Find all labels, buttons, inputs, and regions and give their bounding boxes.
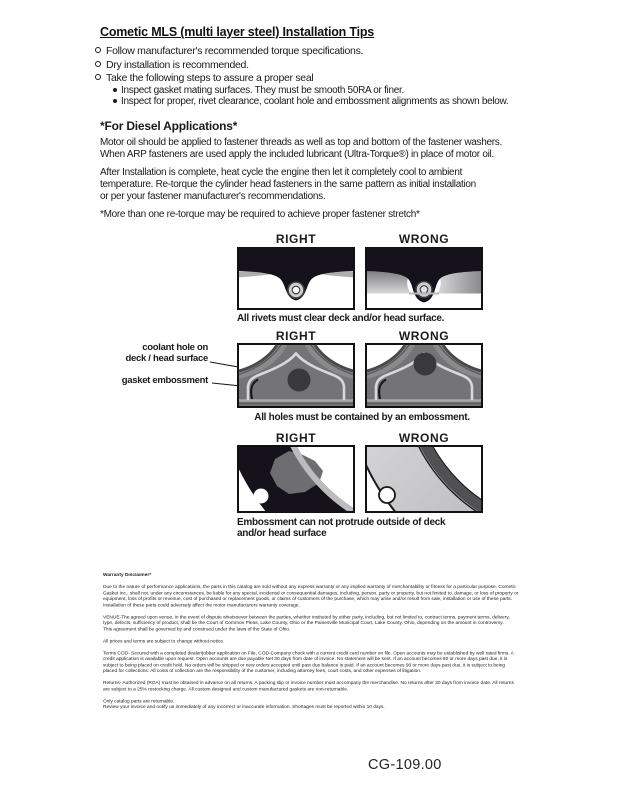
bullet-text: Dry installation is recommended. xyxy=(106,58,249,71)
right-label: RIGHT xyxy=(275,431,317,445)
bullet-item xyxy=(95,59,249,71)
warranty-disclaimer-block xyxy=(103,573,618,753)
annotation-gasket-embossment xyxy=(104,376,208,387)
sub-bullet-text: Inspect for proper, rivet clearance, coolant hole and embossment alignments as shown below. xyxy=(121,95,509,107)
embossment-caption: All holes must be contained by an embossment. xyxy=(254,412,470,423)
annotation-line: coolant hole on xyxy=(142,342,208,353)
bullet-item xyxy=(95,45,363,57)
rivet-right-panel-graphic xyxy=(237,247,355,310)
venue-governing-law: This agreement shall be governed by and construed under the laws of the State of Ohio. xyxy=(103,627,291,632)
embossment-right-panel-graphic xyxy=(237,343,355,408)
review-invoice-note: Review your invoice and notify us immediately of any incorrect or inaccurate information. Shortages must be reported within 10 days. xyxy=(103,705,385,710)
wrong-label: WRONG xyxy=(398,329,450,343)
sub-bullet-item xyxy=(113,85,404,96)
retorque-note: *More than one re-torque may be required to achieve proper fastener stretch* xyxy=(100,209,420,220)
paragraph-line: After Installation is complete, heat cycle the engine then let it completely cool to ambient xyxy=(100,167,463,178)
filled-bullet-icon xyxy=(113,88,117,92)
open-bullet-icon xyxy=(95,74,101,80)
rivet-wrong-panel-graphic xyxy=(365,247,483,310)
protrude-right-panel-graphic xyxy=(237,445,355,513)
sub-bullet-text: Inspect gasket mating surfaces. They must be smooth 50RA or finer. xyxy=(121,84,404,96)
paragraph-line: or per your fastener manufacturer's recommendations. xyxy=(100,191,326,202)
right-label: RIGHT xyxy=(275,232,317,246)
paragraph-line: When ARP fasteners are used apply the included lubricant (Ultra-Torque®) in place of motor oil. xyxy=(100,149,494,160)
terms-paragraph: Terms COD- Secured with a completed dealer/jobber application on File, COD-Company check with a current credit card number on file. Open accounts may be established by well rated firms. A credit application is available upon request. Open accounts are due payable Net 30 days from date of invoice. No statement will be sent. If an account becomes 60 or more days past due, it is subject to being placed on credit hold. No orders will be shipped or new orders accepted until past due balance is paid. If an account becomes 90 or more days past due, it is subject to being placed for collections. All costs of collection are the responsibility of the customer, including attorney fees, court costs, and other expenses of litigation. xyxy=(103,651,514,674)
filled-bullet-icon xyxy=(113,99,117,103)
protrude-wrong-panel-graphic xyxy=(365,445,483,513)
venue-paragraph: VENUE-The agreed upon venue, in the event of dispute whatsoever between the parties, whether instituted by either party, including, but not limited to, contract terms, payment terms, delivery, type, defects, sufficiency of product, shall be the Court of Common Pleas, Lake County, Ohio or the Painesville Municipal Court, Lake County, Ohio, depending on the amount in controversy. xyxy=(103,615,510,626)
diesel-section-heading: *For Diesel Applications* xyxy=(100,119,238,133)
bullet-item xyxy=(95,72,313,84)
rivet-caption: All rivets must clear deck and/or head surface. xyxy=(237,313,445,324)
paragraph-line: temperature. Re-torque the cylinder head fasteners in the same pattern as initial installation xyxy=(100,179,476,190)
embossment-wrong-panel-graphic xyxy=(365,343,483,408)
bullet-text: Follow manufacturer's recommended torque specifications. xyxy=(106,45,364,57)
returns-paragraph: Returns- Authorized (RGA) must be obtained in advance on all returns. A packing slip or invoice number must accompany the merchandise. No returns after 30 days from invoice date. All returns are subject to a 25% restocking charge. All custom designed and custom manufactured gaskets are non-returnable. xyxy=(103,681,514,692)
bullet-text: Take the following steps to assure a proper seal xyxy=(106,72,314,84)
prices-notice: All prices and terms are subject to change without notice. xyxy=(103,639,225,644)
page-title: Cometic MLS (multi layer steel) Installation Tips xyxy=(100,25,375,39)
protrude-caption-line1: Embossment can not protrude outside of deck xyxy=(237,517,446,528)
open-bullet-icon xyxy=(95,47,101,53)
annotation-line: gasket embossment xyxy=(121,375,208,386)
sub-bullet-item xyxy=(113,96,508,107)
paragraph-line: Motor oil should be applied to fastener threads as well as top and bottom of the fastener washers. xyxy=(100,137,502,148)
annotation-line: deck / head surface xyxy=(125,352,208,364)
annotation-coolant-hole xyxy=(104,343,208,364)
open-bullet-icon xyxy=(95,61,101,67)
returnable-note: Only catalog parts are returnable. xyxy=(103,699,175,704)
protrude-caption-line2: and/or head surface xyxy=(237,528,327,539)
right-label: RIGHT xyxy=(275,329,317,343)
wrong-label: WRONG xyxy=(398,431,450,445)
warranty-heading: Warranty Disclaimer* xyxy=(103,573,152,578)
warranty-paragraph: Due to the nature of performance applications, the parts in this catalog are sold without any express warranty or any implied warranty of merchantability or fitness for a particular purpose. Cometic Gasket Inc., shall not, under any circumstances, be liable for any special, incidental or consequential damages, including, person, party or property, but not limited to, damage, or loss of property or equipment, loss of profits or revenue, cost of purchased or replacement goods, or claims of customers of the purchase, which may arise and/or result from sale, installation or use of these parts. Installation of these parts could adversely affect the motor manufacturers warranty coverage. xyxy=(103,585,519,608)
wrong-label: WRONG xyxy=(398,232,450,246)
page-code: CG-109.00 xyxy=(368,757,442,773)
